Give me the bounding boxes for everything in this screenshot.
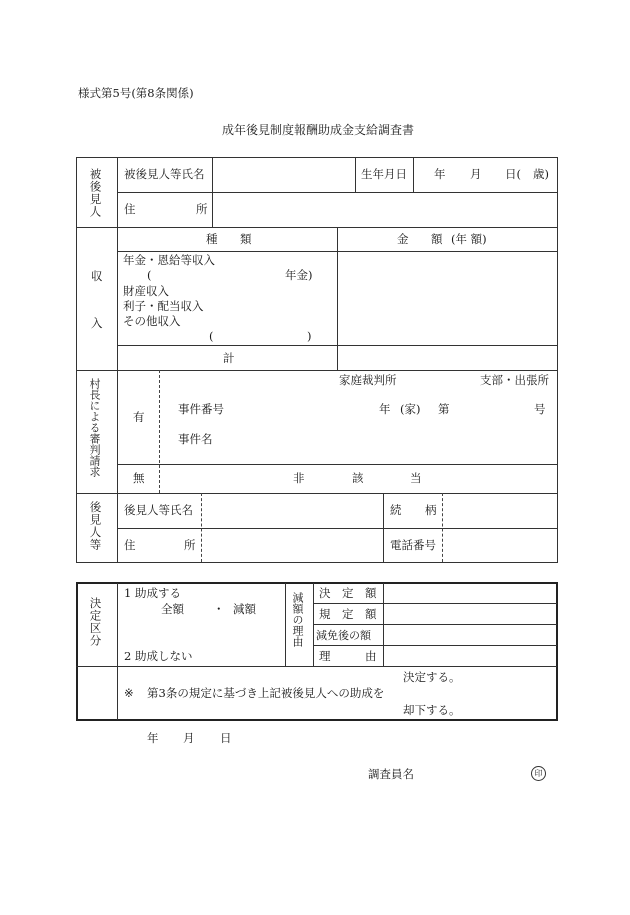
ward-address-label-2: 所 [196, 202, 208, 216]
case-year-label: 年 [379, 402, 391, 416]
rule-amount-3: 額 [365, 607, 377, 621]
income-other: その他収入 [123, 314, 181, 328]
ward-name-field[interactable] [214, 159, 354, 191]
birth-day-label: 日( [505, 167, 521, 181]
mayor-section-label: 村長による審判請求 [88, 378, 101, 477]
rule-amount-1: 規 [319, 607, 331, 621]
seal-icon: 印 [531, 766, 546, 781]
reject-text[interactable]: 却下する。 [403, 703, 461, 717]
amount-header-1: 金 [397, 232, 409, 246]
option-full-amount[interactable]: 全額 [161, 602, 184, 616]
decided-amount-field[interactable] [385, 584, 555, 602]
age-label: 歳) [533, 167, 549, 181]
amount-header-2: 額 [431, 232, 443, 246]
mayor-no-label: 無 [133, 471, 145, 485]
phone-field[interactable] [445, 530, 556, 561]
amount-header-3: (年 額) [451, 232, 487, 246]
footer-day: 日 [220, 731, 232, 745]
ward-name-label: 被後見人等氏名 [124, 167, 205, 181]
guardian-name-field[interactable] [204, 495, 382, 527]
decision-statement: 第3条の規定に基づき上記被後見人への助成を [147, 686, 385, 700]
income-label-1: 収 [91, 269, 103, 283]
income-pension: 年金・恩給等収入 [123, 253, 215, 267]
not-applicable-3: 当 [410, 471, 422, 485]
guardian-section-label: 後見人等 [88, 501, 103, 551]
case-number-label: 事件番号 [178, 402, 224, 416]
income-amount-field[interactable] [339, 253, 556, 344]
case-type-label: (家) [400, 402, 421, 416]
decided-amount-2: 定 [342, 586, 354, 600]
type-header-1: 種 [206, 232, 218, 246]
phone-label: 電話番号 [390, 538, 436, 552]
branch-label: 支部・出張所 [480, 373, 549, 387]
income-total-field[interactable] [339, 347, 556, 369]
guardian-address-label-1: 住 [124, 538, 136, 552]
ward-section-label: 被後見人 [88, 168, 103, 218]
decided-amount-3: 額 [365, 586, 377, 600]
option-reduced-amount[interactable]: 減額 [233, 602, 256, 616]
rule-amount-2: 定 [342, 607, 354, 621]
investigator-label: 調査員名 [368, 767, 414, 781]
investigator-field[interactable] [423, 764, 523, 784]
decision-section-label: 決定区分 [88, 597, 103, 647]
option-separator: ・ [213, 602, 225, 616]
income-total-label: 計 [223, 351, 235, 365]
not-applicable-1: 非 [293, 471, 305, 485]
type-header-2: 類 [240, 232, 252, 246]
income-interest: 利子・配当収入 [123, 299, 204, 313]
court-label: 家庭裁判所 [339, 373, 397, 387]
asterisk-mark: ※ [124, 686, 134, 700]
page-title: 成年後見制度報酬助成金支給調査書 [222, 123, 415, 137]
birth-month-label: 月 [470, 167, 482, 181]
guardian-address-field[interactable] [204, 530, 382, 561]
case-dai-label: 第 [438, 402, 450, 416]
relation-label-2: 柄 [425, 503, 437, 517]
footer-month: 月 [183, 731, 195, 745]
after-exemption-field[interactable] [385, 626, 555, 644]
guardian-address-label-2: 所 [184, 538, 196, 552]
income-pension-paren-open: ( [147, 268, 152, 282]
guardian-name-label: 後見人等氏名 [124, 503, 193, 517]
form-number: 様式第5号(第8条関係) [78, 86, 194, 100]
case-go-label: 号 [534, 402, 546, 416]
decide-text[interactable]: 決定する。 [403, 670, 461, 684]
footer-year: 年 [147, 731, 159, 745]
reason-label-2: 由 [365, 649, 377, 663]
birth-date-label: 生年月日 [361, 167, 407, 181]
reason-field[interactable] [385, 647, 555, 665]
income-other-paren-open: ( [209, 329, 214, 343]
relation-label-1: 続 [390, 503, 402, 517]
option-no-grant[interactable]: 2 助成しない [124, 649, 193, 663]
income-other-paren-close: ) [307, 329, 312, 343]
not-applicable-2: 該 [352, 471, 364, 485]
relation-field[interactable] [445, 495, 556, 527]
ward-address-label-1: 住 [124, 202, 136, 216]
birth-year-label: 年 [434, 167, 446, 181]
ward-address-field[interactable] [214, 194, 556, 226]
income-label-2: 入 [91, 316, 103, 330]
income-property: 財産収入 [123, 284, 169, 298]
reason-label-1: 理 [319, 649, 331, 663]
option-grant[interactable]: 1 助成する [124, 586, 181, 600]
rule-amount-field[interactable] [385, 605, 555, 623]
reduction-reason-label: 減額の理由 [291, 592, 304, 647]
case-name-label: 事件名 [178, 432, 213, 446]
decided-amount-1: 決 [319, 586, 331, 600]
income-pension-paren-close: 年金) [285, 268, 313, 282]
after-exemption-label: 減免後の額 [316, 629, 371, 642]
mayor-yes-label: 有 [133, 410, 145, 424]
